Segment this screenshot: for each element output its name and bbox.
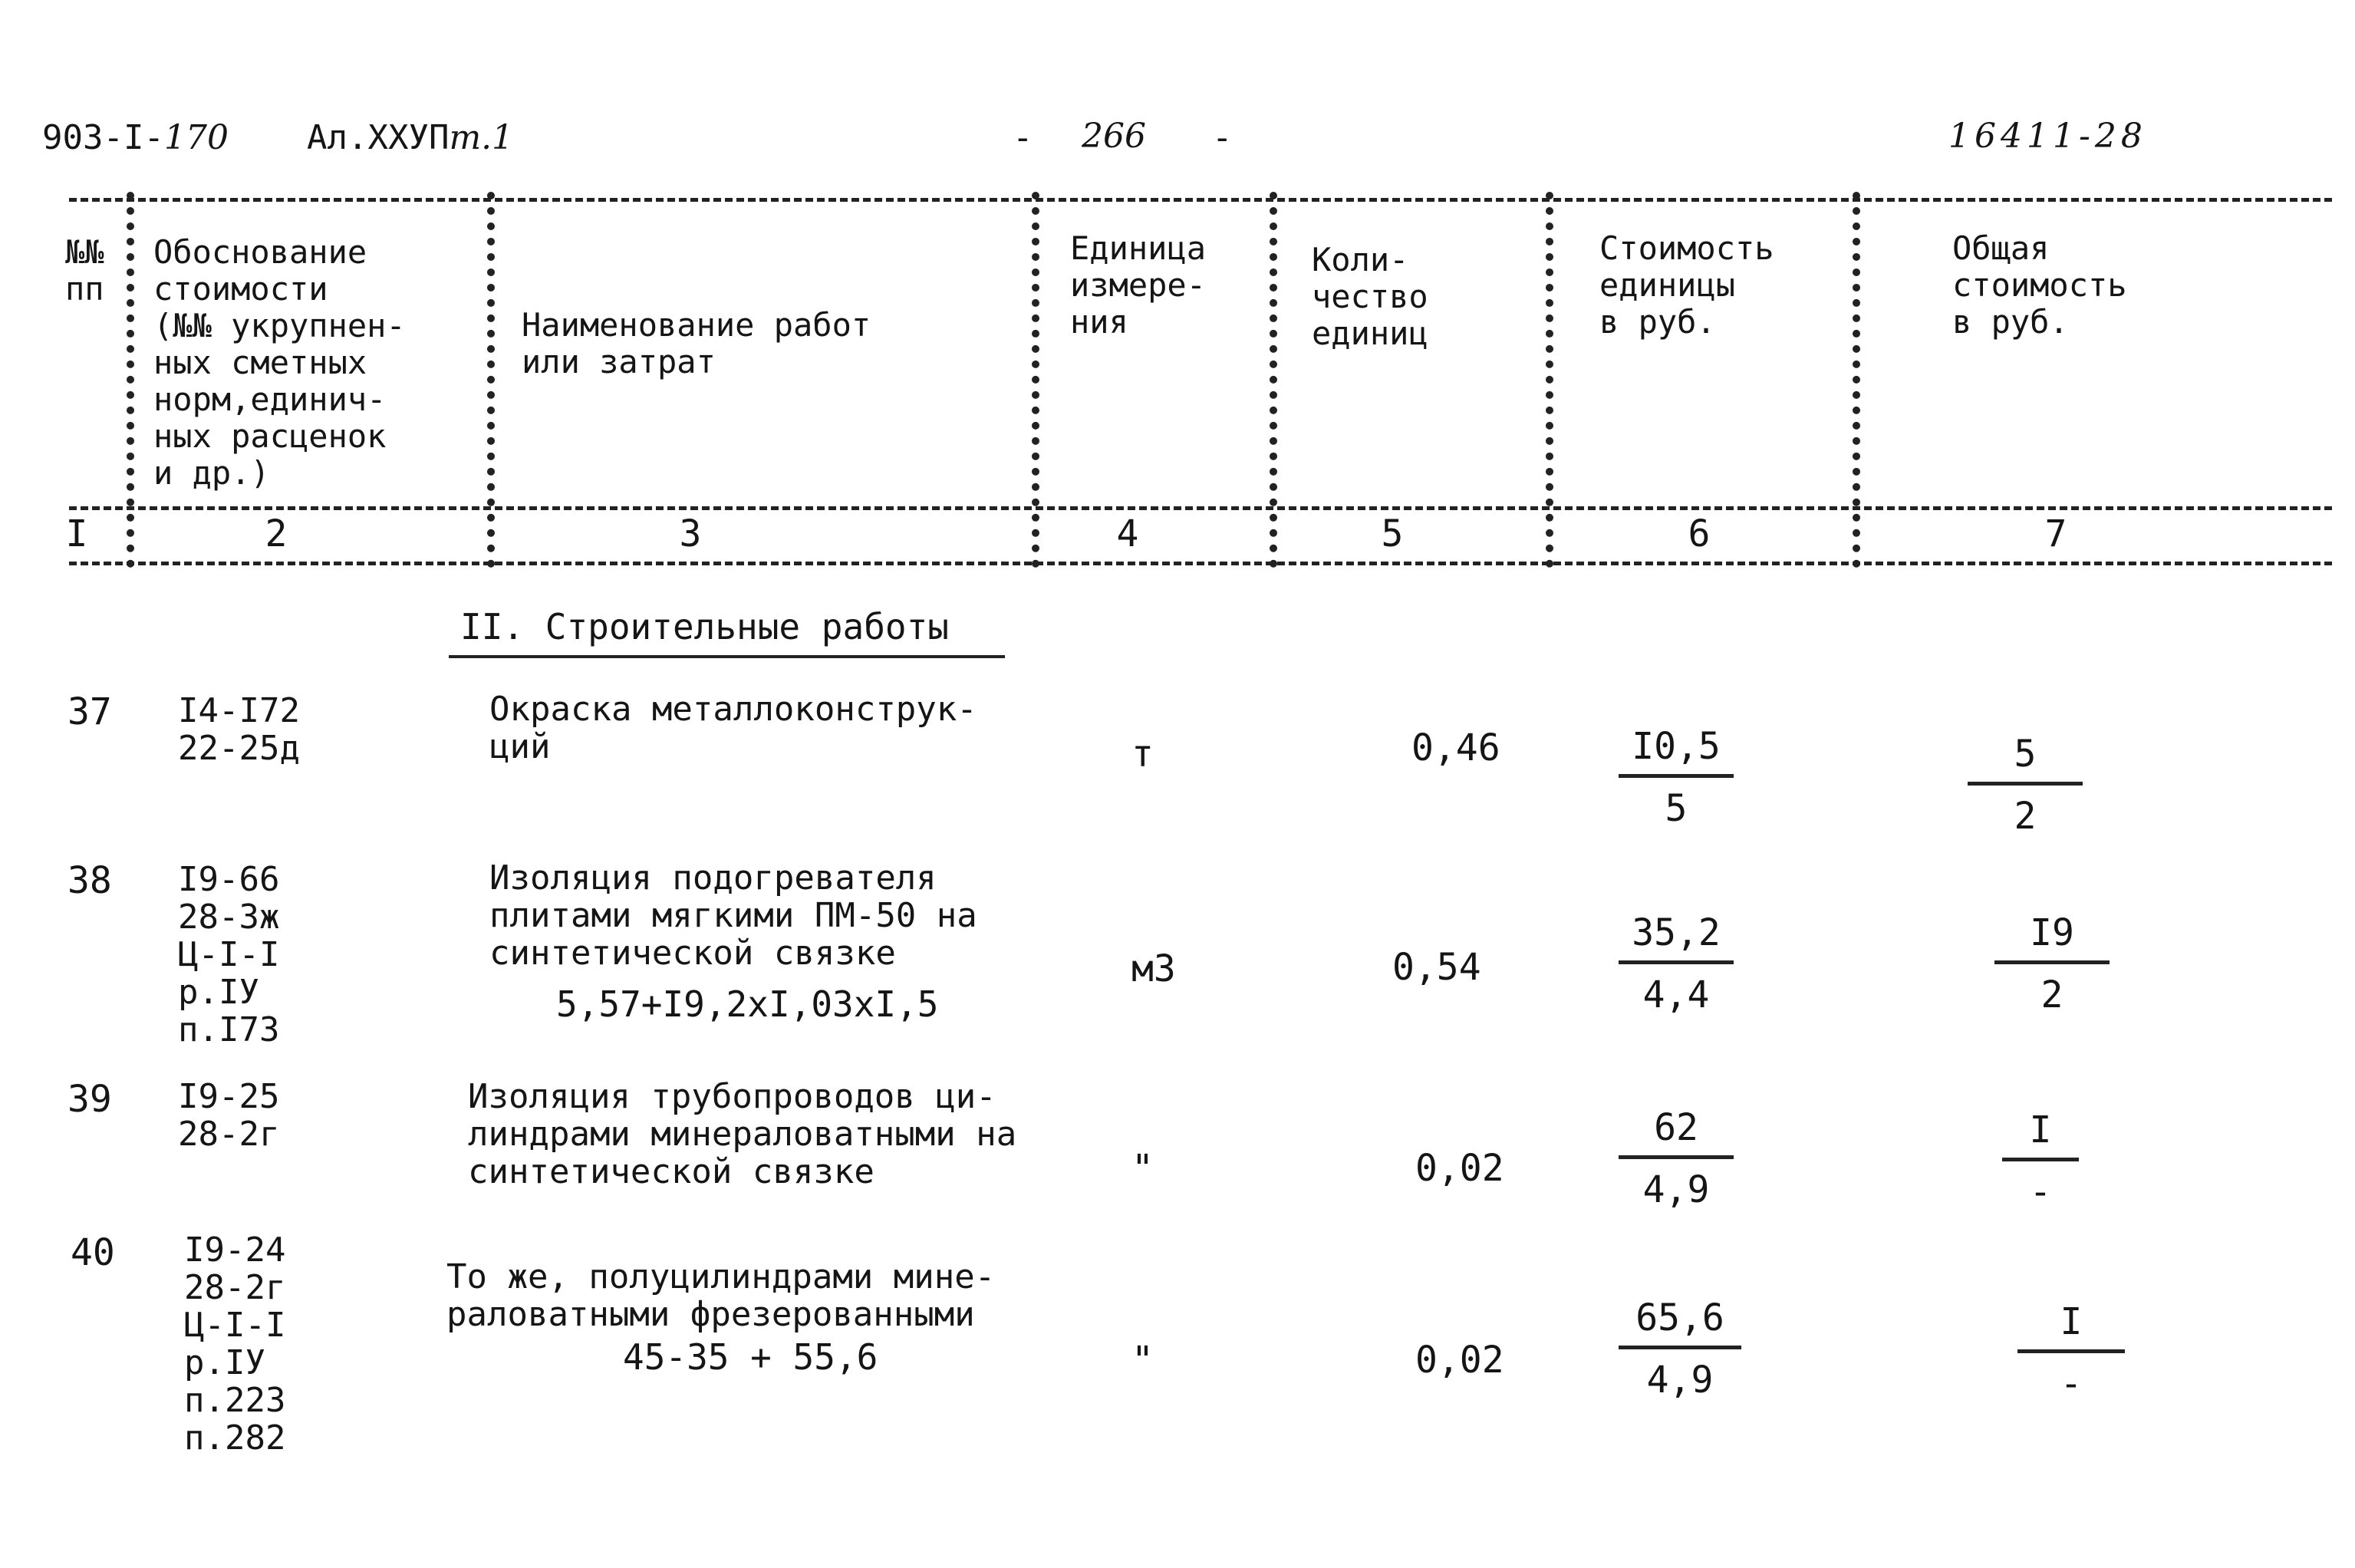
- row-39-unit-cost: [1619, 1106, 1734, 1211]
- page-dash-left: -: [1013, 118, 1033, 157]
- col-sep-1: [127, 192, 134, 568]
- row-38-unit-cost: [1619, 911, 1734, 1016]
- doc-code: 903-I-: [42, 118, 164, 157]
- row-40-basis: I9-24 28-2г Ц-I-I р.IУ п.223 п.282: [184, 1230, 286, 1458]
- row-39-name: Изоляция трубопроводов ци- линдрами минераловатными на синтетической связке: [468, 1077, 1017, 1191]
- row-39-total-cost: [2002, 1108, 2079, 1214]
- row-39-basis: I9-25 28-2г: [178, 1077, 280, 1154]
- doc-code-handwritten: 170: [163, 118, 229, 157]
- table-header-rule: [69, 506, 2332, 510]
- row-40-num: 40: [71, 1231, 115, 1274]
- page-dash-right: -: [1212, 118, 1233, 157]
- col-number-3: 3: [679, 512, 702, 555]
- row-37-unit-cost-numerator: I0,5: [1619, 725, 1734, 778]
- row-40-total-numerator: I: [2017, 1300, 2125, 1353]
- row-40-name: То же, полуцилиндрами мине- раловатными фрезерованными: [446, 1257, 996, 1334]
- col-sep-4: [1270, 192, 1277, 568]
- row-38-name: Изоляция подогревателя плитами мягкими ПМ-50 на синтетической связке: [489, 858, 977, 973]
- col-number-7: 7: [2044, 512, 2067, 555]
- header-album: [307, 118, 514, 157]
- row-37-total-cost: [1968, 733, 2083, 838]
- col-header-total-cost: Общая стоимость в руб.: [1952, 229, 2127, 341]
- row-40-unit: ": [1131, 1339, 1154, 1382]
- row-40-unit-cost: [1619, 1296, 1741, 1402]
- col-number-6: 6: [1688, 512, 1711, 555]
- col-number-1: I: [65, 512, 88, 555]
- row-39-total-numerator: I: [2002, 1108, 2079, 1161]
- col-sep-6: [1853, 192, 1860, 568]
- row-39-unit: ": [1131, 1147, 1154, 1190]
- row-37-qty: 0,46: [1411, 726, 1500, 769]
- col-sep-5: [1546, 192, 1553, 568]
- row-38-formula: 5,57+I9,2xI,03xI,5: [556, 983, 939, 1025]
- col-sep-3: [1032, 192, 1039, 568]
- row-38-unit-cost-numerator: 35,2: [1619, 911, 1734, 964]
- album-label: Ал.XXУП: [307, 118, 450, 157]
- row-38-unit: м3: [1131, 947, 1176, 990]
- row-40-formula: 45-35 + 55,6: [623, 1336, 878, 1378]
- row-38-qty: 0,54: [1392, 946, 1481, 989]
- row-37-unit: т: [1131, 733, 1154, 776]
- col-header-name: Наименование работ или затрат: [522, 306, 871, 380]
- table-top-rule: [69, 198, 2332, 202]
- col-header-basis: Обоснование стоимости (№№ укрупнен- ных сметных норм,единич- ных расценок и др.): [153, 233, 406, 492]
- row-39-unit-cost-denominator: 4,9: [1642, 1168, 1710, 1211]
- row-38-num: 38: [68, 859, 112, 902]
- col-header-qty: Коли- чество единиц: [1312, 241, 1428, 352]
- row-37-unit-cost-denominator: 5: [1665, 787, 1688, 830]
- col-header-num: №№ пп: [65, 233, 104, 308]
- album-volume-handwritten: т.1: [449, 118, 514, 157]
- row-39-unit-cost-numerator: 62: [1619, 1106, 1734, 1159]
- col-number-5: 5: [1381, 512, 1404, 555]
- row-38-unit-cost-denominator: 4,4: [1642, 973, 1710, 1016]
- row-40-qty: 0,02: [1415, 1339, 1504, 1382]
- row-40-total-denominator: -: [2060, 1362, 2083, 1405]
- row-37-unit-cost: [1619, 725, 1734, 830]
- header-doc-code: [42, 118, 229, 157]
- row-37-name: Окраска металлоконструк- ций: [489, 690, 977, 766]
- col-sep-2: [487, 192, 495, 568]
- row-38-basis: I9-66 28-3ж Ц-I-I р.IУ п.I73: [178, 860, 280, 1049]
- row-39-qty: 0,02: [1415, 1147, 1504, 1190]
- row-38-total-denominator: 2: [2040, 973, 2064, 1016]
- row-40-unit-cost-denominator: 4,9: [1646, 1359, 1714, 1402]
- col-header-unit: Единица измере- ния: [1070, 229, 1207, 341]
- table-numbers-rule: [69, 562, 2332, 565]
- row-38-total-cost: [1994, 911, 2110, 1016]
- col-header-unit-cost: Стоимость единицы в руб.: [1599, 229, 1774, 341]
- row-38-total-numerator: I9: [1994, 911, 2110, 964]
- row-37-total-denominator: 2: [2014, 795, 2037, 838]
- page-number: 266: [1082, 117, 1146, 156]
- row-37-num: 37: [68, 690, 112, 733]
- row-37-total-numerator: 5: [1968, 733, 2083, 786]
- col-number-2: 2: [265, 512, 288, 555]
- row-40-unit-cost-numerator: 65,6: [1619, 1296, 1741, 1349]
- section-title: II. Строительные работы: [449, 606, 1005, 658]
- col-number-4: 4: [1116, 512, 1139, 555]
- row-37-basis: I4-I72 22-25д: [178, 691, 300, 768]
- row-40-total-cost: [2017, 1300, 2125, 1405]
- row-39-total-denominator: -: [2029, 1171, 2052, 1214]
- row-39-num: 39: [68, 1078, 112, 1121]
- archive-number: 16411-28: [1948, 117, 2147, 156]
